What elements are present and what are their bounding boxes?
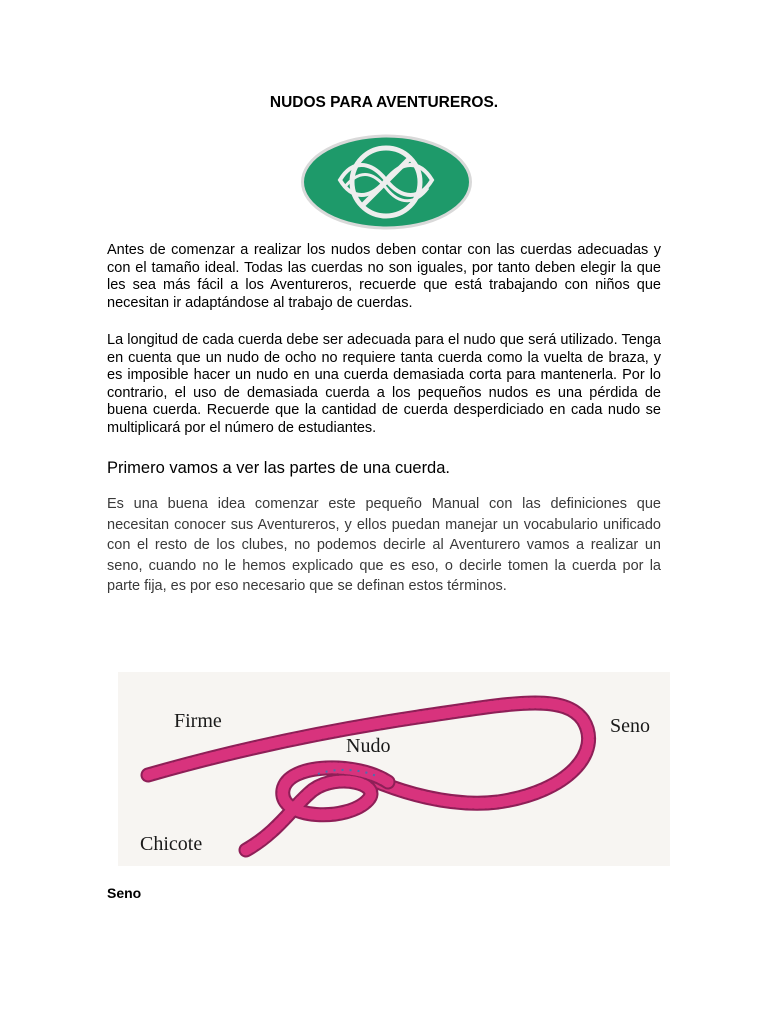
section-heading: Primero vamos a ver las partes de una cuerda. — [107, 459, 450, 477]
label-firme: Firme — [174, 710, 222, 732]
intro-paragraph: Antes de comenzar a realizar los nudos deben contar con las cuerdas adecuadas y con el tamaño ideal. Todas las cuerdas no son iguales, por tanto deben elegir la que les sea más fácil a los Aventureros, recuerde que está trabajando con niños que necesitan ir adaptándose al trabajo de cuerdas. — [107, 242, 661, 311]
page-title: NUDOS PARA AVENTUREROS. — [269, 94, 499, 111]
knot-badge-icon — [300, 134, 473, 230]
label-chicote: Chicote — [140, 833, 203, 855]
label-nudo: Nudo — [346, 735, 391, 757]
rope-knot-diagram — [118, 672, 670, 866]
length-paragraph: La longitud de cada cuerda debe ser adecuada para el nudo que será utilizado. Tenga en cuenta que un nudo de ocho no requiere tanta cuerda como la vuelta de braza, y es imposible hacer un nudo en una cuerda demasiada corta para mantenerla. Por lo contrario, el uso de demasiada cuerda a los pequeños nudos es una pérdida de buena cuerda. Recuerde que la cantidad de cuerda desperdiciado en cada nudo se multiplicará por el número de estudiantes. — [107, 332, 661, 436]
label-seno: Seno — [610, 715, 650, 737]
definitions-paragraph: Es una buena idea comenzar este pequeño Manual con las definiciones que necesitan conocer sus Aventureros, y ellos puedan manejar un vocabulario unificado con el resto de los clubes, no podemos decirle al Aventurero vamos a realizar un seno, cuando no le hemos explicado que es eso, o decirle tomen la cuerda por la parte fija, es por eso necesario que se definan estos términos. — [107, 496, 661, 594]
figure-caption: Seno — [107, 885, 142, 901]
